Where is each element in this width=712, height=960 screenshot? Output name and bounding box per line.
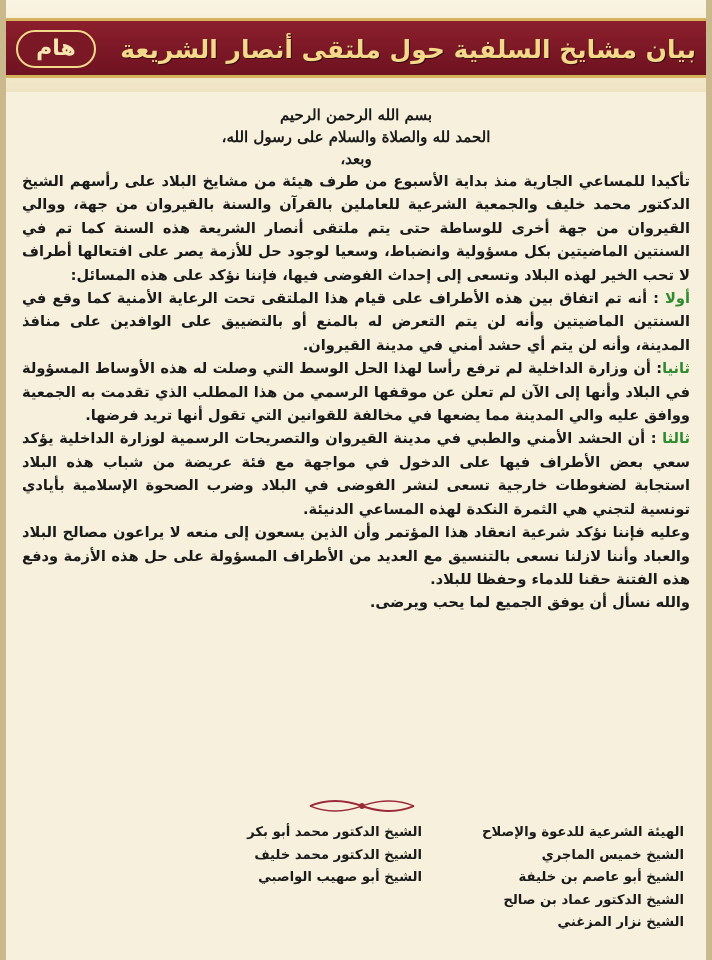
signatory: الشيخ أبو صهيب الواصبي [258,870,422,886]
hamd-line: الحمد لله والصلاة والسلام على رسول الله، [221,128,491,146]
paragraph-intro: تأكيدا للمساعي الجارية منذ بداية الأسبوع من طرف هيئة من مشايخ البلاد على رأسهم الشيخ الدكتور محمد خليف والجمعية الشرعية للعاملين بالقرآن والسنة بالقيروان من جهة، ووالي القيروان من جهة أخرى للوساطة حتى يتم ملتقى أنصار الشريعة هذه السنة كما تم في السنتين الماضيتين بكل مسؤولية وانضباط، وسعيا لوجود حل للأزمة يصر على افتعالها أطراف لا تحب الخير لهذه البلاد وتسعى إلى إحداث الفوضى فيها، فإننا نؤكد على هذه المسائل: [22,173,690,284]
paragraph-closing: والله نسأل أن يوفق الجميع لما يحب ويرضى. [369,594,690,612]
signatory: الشيخ الدكتور محمد خليف [254,847,422,863]
basmala: بسم الله الرحمن الرحيم [279,106,433,124]
signatory: الهيئة الشرعية للدعوة والإصلاح [481,825,684,840]
important-badge: هام [16,30,96,68]
signatures-left-column [172,822,422,890]
paragraph-third [22,427,690,521]
page-title: بيان مشايخ السلفية حول ملتقى أنصار الشريعة [120,35,696,64]
signatures-right-column [434,822,684,935]
paragraph-conclusion: وعليه فإننا نؤكد شرعية انعقاد هذا المؤتمر وأن الذين يسعون إلى منعه لا يراعون مصالح البلاد والعباد وأننا لازلنا نسعى بالتنسيق مع العديد من الأطراف المسؤولة على حل هذه الأزمة ودفع هذه الفتنة حقنا للدماء وحفظا للبلاد. [22,524,690,588]
second-label: ثانيا [662,360,690,378]
signatory: الشيخ أبو عاصم بن خليفة [518,870,684,886]
signatory: الشيخ نزار المزغني [557,915,684,931]
third-text: : أن الحشد الأمني والطبي في مدينة القيروان والتصريحات الرسمية لوزارة الداخلية يؤكد سعي بعض الأطراف فيها على الدخول في مواجهة مع فئة عريضة من شباب هذه البلاد استجابة لضغوطات خارجية تسعى لنشر الفوضى في البلاد وضرب الصحوة الإسلامية بأيادي تونسية لتجني هي الثمرة النكدة لهذه المساعي الدنيئة. [22,430,690,518]
second-text: : أن وزارة الداخلية لم ترفع رأسا لهذا الحل الوسط التي وصلت له هذه الأوساط المسؤولة في البلاد وأنها إلى الآن لم تعلن عن موقفها الرسمي من هذا المطلب الذي تقدمت به الجمعية ووافق عليه والي المدينة مما يضعها في مخالفة للقوانين التي تقول أنها تريد فرضها. [22,360,690,425]
first-label: أولا [665,290,690,308]
signatory: الشيخ الدكتور محمد أبو بكر [247,825,422,840]
ornament-divider-icon [306,796,418,816]
signatures [26,822,684,952]
signatory: الشيخ خميس الماجري [541,847,684,863]
first-text: : أنه تم اتفاق بين هذه الأطراف على قيام هذا الملتقى تحت الرعاية الأمنية كما وقع في السنتين الماضيتين وأنه لن يتم التعرض له بالمنع أو بالتضييق على الوافدين على منافذ المدينة، وأنه لن يتم أي حشد أمني في مدينة القيروان. [22,290,690,354]
third-label: ثالثا [662,430,690,448]
paragraph-first [22,287,690,357]
header [6,0,712,92]
paragraph-second [22,357,690,427]
signatory: الشيخ الدكتور عماد بن صالح [503,892,684,908]
wabad-line: وبعد، [340,150,372,168]
statement-body [22,104,690,615]
